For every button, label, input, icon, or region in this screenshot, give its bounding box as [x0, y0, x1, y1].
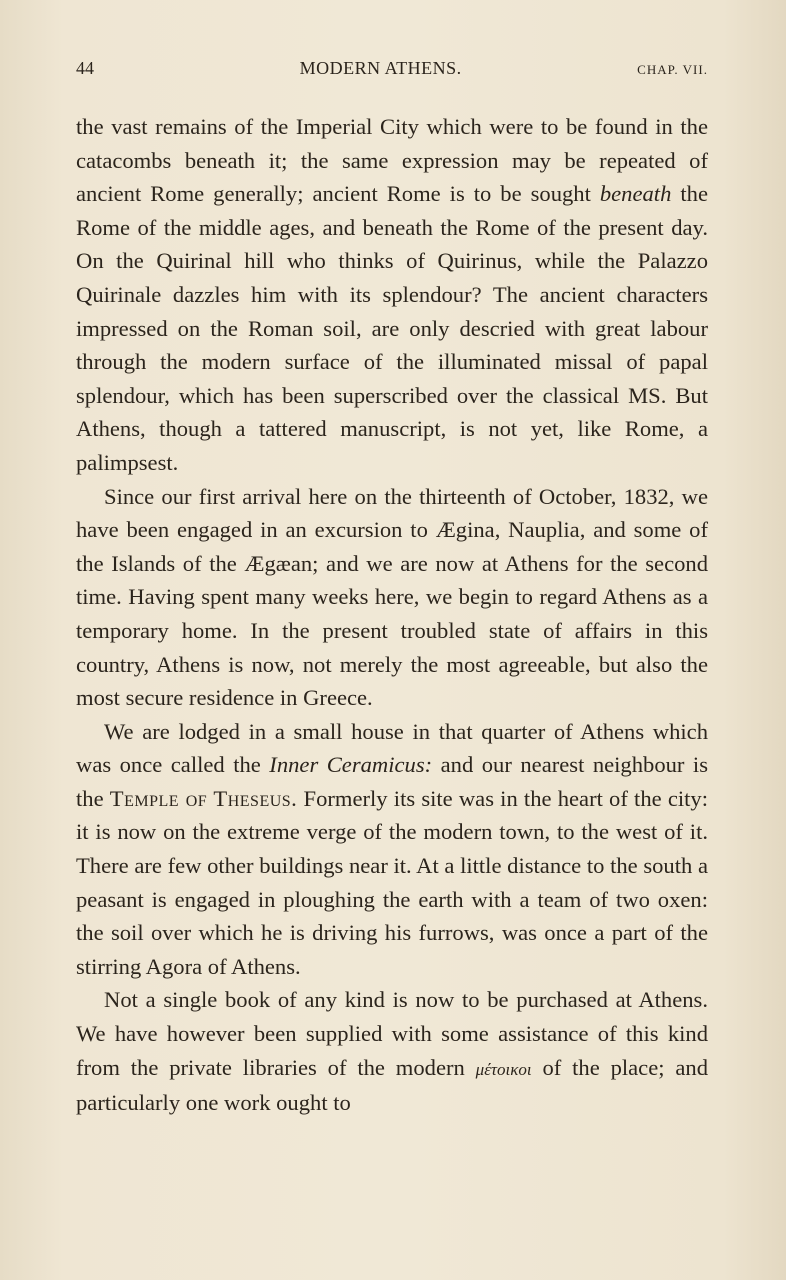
paragraph-3-text-b: and our nearest neighbour is the: [76, 752, 709, 811]
paragraph-4: [76, 983, 708, 1119]
paragraph-4-greek: μέτοικοι: [475, 1059, 532, 1079]
paragraph-3-smallcaps: Temple of Theseus.: [109, 785, 298, 811]
running-header: [76, 58, 708, 88]
chapter-label: CHAP. VII.: [637, 62, 708, 77]
paragraph-1-text-b: the Rome of the middle ages, and beneath the Rome of the present day. On the Quirinal hill who thinks of Quirinus, while the Palazzo Quirinale dazzles him with its splendour? The ancient characters impressed on the Roman soil, are only descried with great labour through the modern surface of the illuminated missal of papal splendour, which has been superscribed over the classical MS. But Athens, though a tattered manuscript, is not yet, like Rome, a palimpsest.: [76, 181, 708, 475]
page-number: 44: [76, 58, 94, 78]
paragraph-4-text-b: of the place; and particularly one work ought to: [76, 1054, 708, 1116]
paragraph-2-text: Since our first arrival here on the thirteenth of October, 1832, we have been engaged in an excursion to Ægina, Nauplia, and some of the Islands of the Ægæan; and we are now at Athens for the second time. Having spent many weeks here, we begin to regard Athens as a temporary home. In the present troubled state of affairs in this country, Athens is now, not merely the most agreeable, but also the most secure residence in Greece.: [76, 483, 708, 711]
paragraph-3-italic: Inner Ceramicus:: [269, 752, 433, 778]
paragraph-1-text-a: the vast remains of the Imperial City which were to be found in the catacombs beneath it; the same expression may be repeated of ancient Rome generally; ancient Rome is to be sought: [76, 114, 708, 207]
paragraph-3: [76, 715, 708, 984]
paragraph-4-text-a: Not a single book of any kind is now to be purchased at Athens. We have however been supplied with some assistance of this kind from the private libraries of the modern: [76, 987, 708, 1080]
paragraph-3-text-a: We are lodged in a small house in that quarter of Athens which was once called the: [76, 718, 708, 778]
page-body: [76, 110, 708, 1120]
paragraph-2: [76, 480, 708, 715]
paragraph-1: [76, 110, 708, 480]
running-title: MODERN ATHENS.: [299, 58, 462, 78]
paragraph-3-text-c: Formerly its site was in the heart of the city: it is now on the extreme verge of the modern town, to the west of it. There are few other buildings near it. At a little distance to the south a peasant is engaged in ploughing the earth with a team of two oxen: the soil over which he is driving his furrows, was once a part of the stirring Agora of Athens.: [76, 785, 708, 979]
paragraph-1-italic: beneath: [599, 181, 672, 207]
